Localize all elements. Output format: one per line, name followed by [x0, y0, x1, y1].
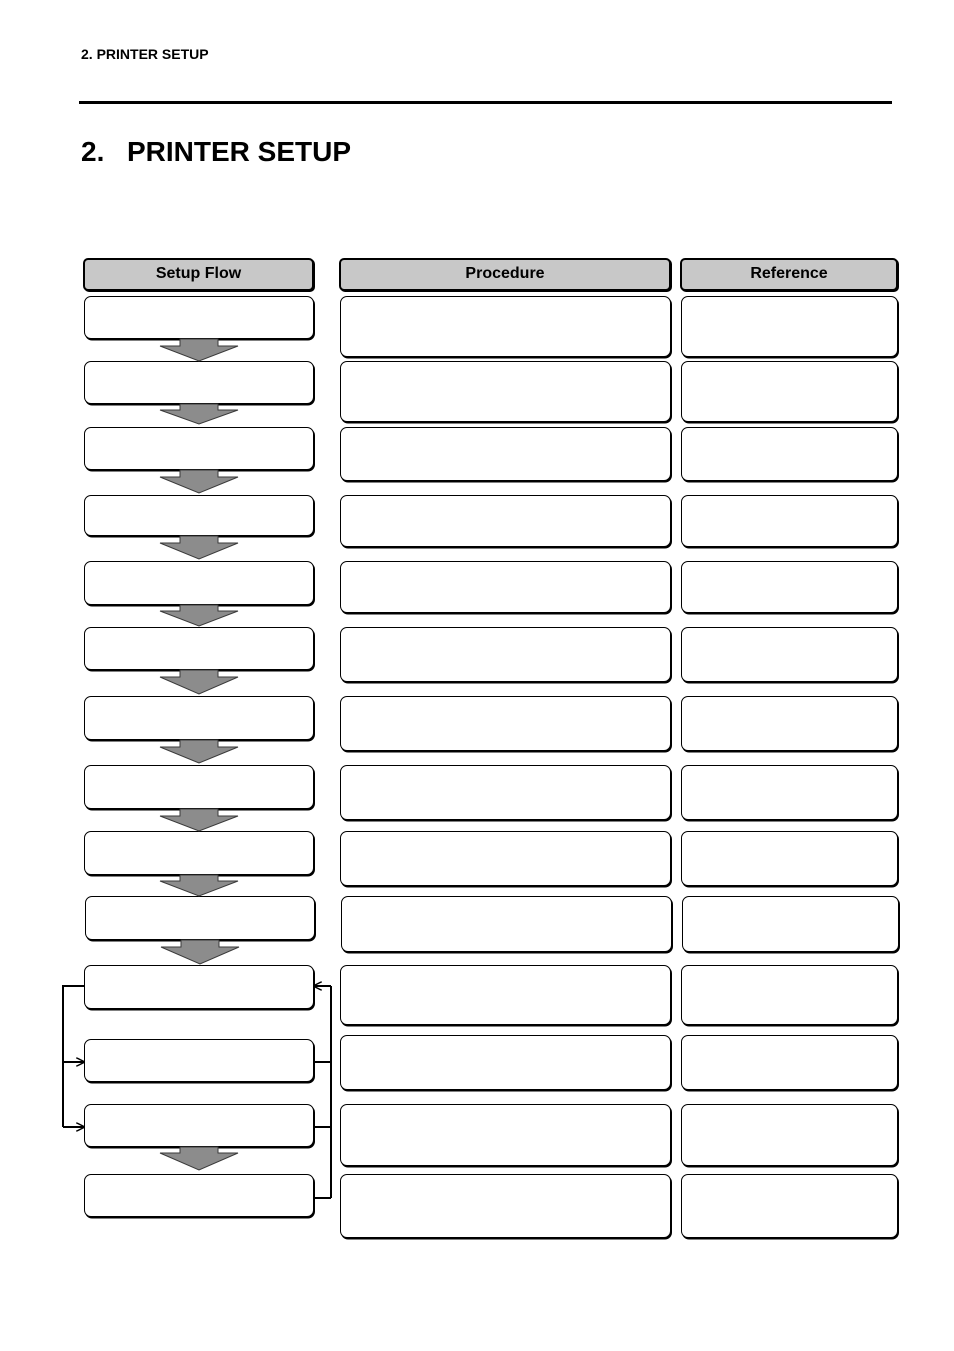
down-arrow-6-icon — [160, 670, 238, 694]
running-header: 2. PRINTER SETUP — [81, 46, 209, 62]
down-arrow-9-icon — [160, 875, 238, 896]
down-arrow-8-icon — [160, 809, 238, 831]
down-arrow-2-icon — [160, 404, 238, 424]
section-title: PRINTER SETUP — [127, 136, 352, 167]
loop-connector-right — [314, 986, 331, 1198]
down-arrow-3-icon — [160, 470, 238, 493]
branch-connector-left — [63, 986, 84, 1127]
down-arrow-11-icon — [160, 1147, 238, 1170]
column-header-setup-flow: Setup Flow — [83, 258, 314, 291]
down-arrow-10-icon — [161, 940, 239, 964]
column-header-reference: Reference — [680, 258, 898, 291]
down-arrow-5-icon — [160, 605, 238, 626]
column-header-procedure: Procedure — [339, 258, 671, 291]
down-arrow-7-icon — [160, 740, 238, 763]
down-arrow-4-icon — [160, 536, 238, 559]
section-number: 2. — [81, 136, 105, 167]
down-arrow-1-icon — [160, 339, 238, 361]
